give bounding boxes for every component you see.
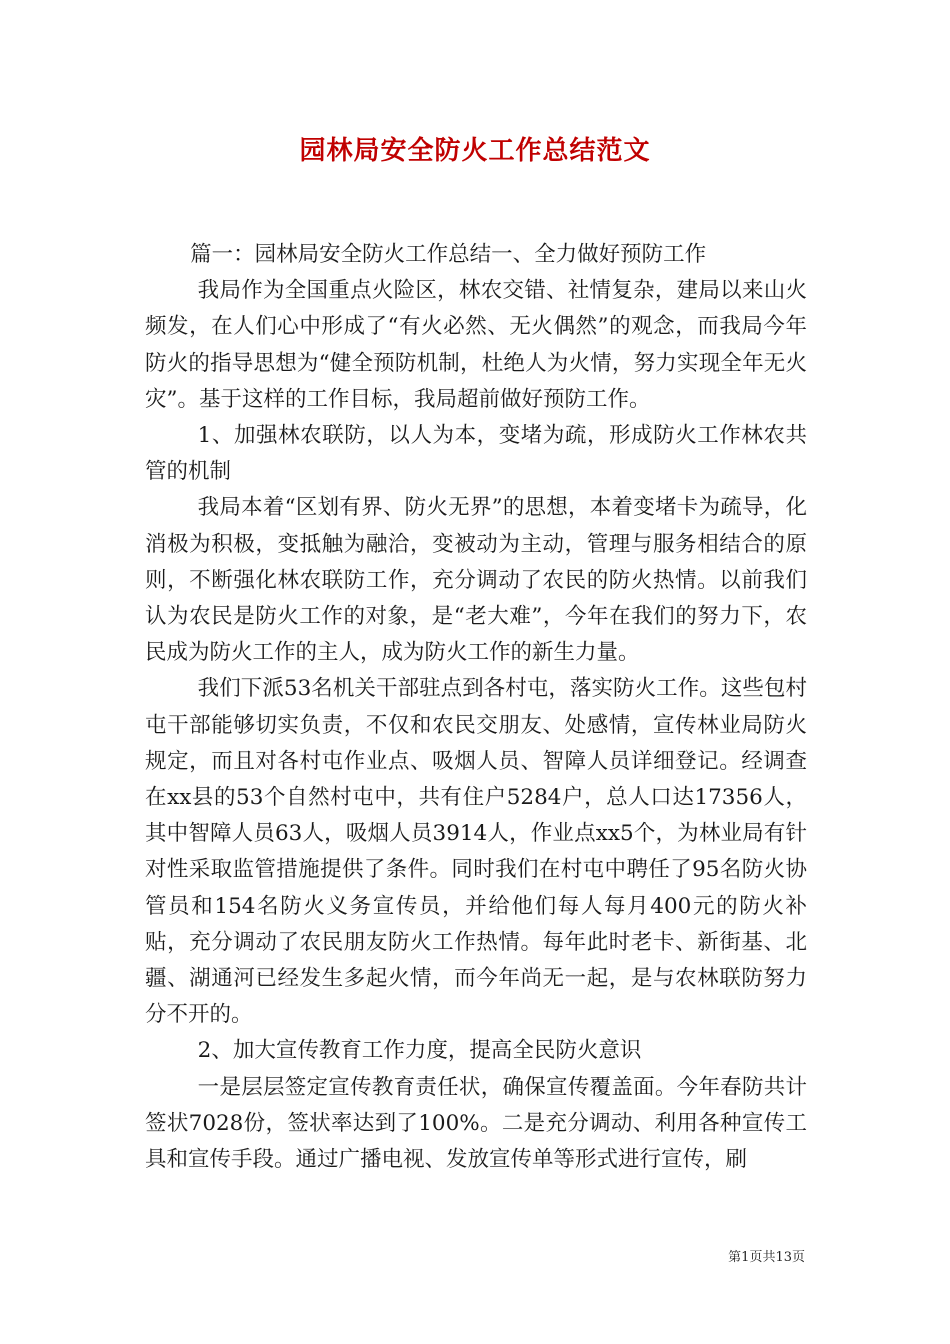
paragraph: 我局作为全国重点火险区，林农交错、社情复杂，建局以来山火频发，在人们心中形成了“有火必然、无火偶然”的观念，而我局今年防火的指导思想为“健全预防机制，杜绝人为火情，努力实现全年无火灾”。基于这样的工作目标，我局超前做好预防工作。 bbox=[145, 278, 807, 412]
subsection-heading: 2、加大宣传教育工作力度，提高全民防火意识 bbox=[197, 1038, 642, 1064]
section-heading: 篇一：园林局安全防火工作总结一、全力做好预防工作 bbox=[190, 242, 707, 267]
paragraph: 我们下派53名机关干部驻点到各村屯，落实防火工作。这些包村屯干部能够切实负责，不仅和农民交朋友、处感情，宣传林业局防火规定，而且对各村屯作业点、吸烟人员、智障人员详细登记。经调查在xx县的53个自然村屯中，共有住户5284户，总人口达17356人，其中智障人员63人，吸烟人员3914人，作业点xx5个，为林业局有针对性采取监管措施提供了条件。同时我们在村屯中聘任了95名防火协管员和154名防火义务宣传员，并给他们每人每月400元的防火补贴，充分调动了农民朋友防火工作热情。每年此时老卡、新街基、北疆、湖通河已经发生多起火情，而今年尚无一起，是与农林联防努力分不开的。 bbox=[145, 676, 807, 1028]
paragraph: 我局本着“区划有界、防火无界”的思想，本着变堵卡为疏导，化消极为积极，变抵触为融洽，变被动为主动，管理与服务相结合的原则，不断强化林农联防工作，充分调动了农民的防火热情。以前我们认为农民是防火工作的对象，是“老大难”，今年在我们的努力下，农民成为防火工作的主人，成为防火工作的新生力量。 bbox=[145, 495, 807, 666]
subsection-heading: 1、加强林农联防，以人为本，变堵为疏，形成防火工作林农共管的机制 bbox=[145, 423, 807, 485]
page-number: 第1页共13页 bbox=[728, 1250, 805, 1265]
document-body bbox=[145, 237, 807, 1178]
paragraph: 一是层层签定宣传教育责任状，确保宣传覆盖面。今年春防共计签状7028份，签状率达到了100%。二是充分调动、利用各种宣传工具和宣传手段。通过广播电视、发放宣传单等形式进行宣传，刷 bbox=[145, 1074, 807, 1173]
document-title: 园林局安全防火工作总结范文 bbox=[299, 136, 651, 166]
